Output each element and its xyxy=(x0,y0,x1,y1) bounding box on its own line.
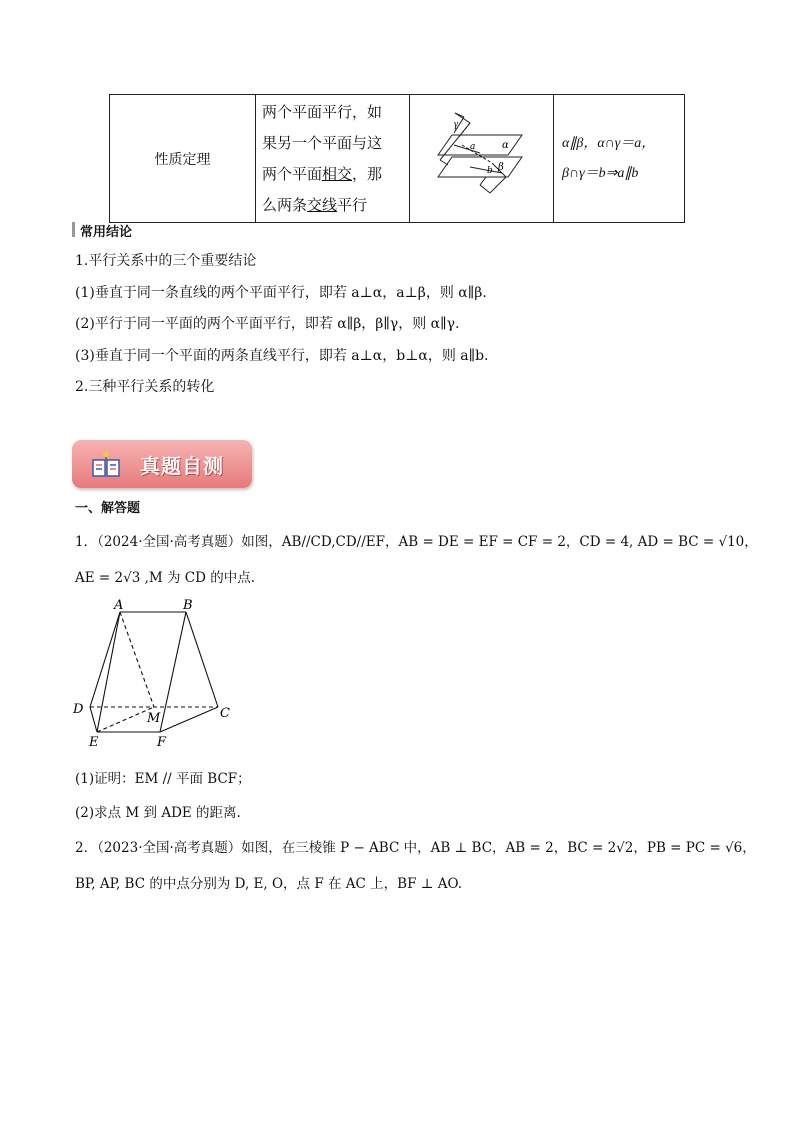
table-cell-text xyxy=(256,95,410,223)
question-1-figure xyxy=(70,596,240,751)
table-cell-figure xyxy=(410,95,554,223)
point-d-label: D xyxy=(73,702,84,717)
conclusion-heading: 1.平行关系中的三个重要结论 xyxy=(75,253,257,269)
point-e-label: E xyxy=(89,735,99,750)
text-line: 两个平面相交，那 xyxy=(262,164,383,183)
text-line: 两个平面平行，如 xyxy=(262,102,383,121)
question-1-text: 1．（2024·全国·高考真题）如图，AB//CD,CD//EF，AB = DE = EF = CF = 2，CD = 4, AD = BC = √10， xyxy=(75,534,758,550)
point-a-label: A xyxy=(114,598,124,613)
point-m-label: M xyxy=(147,711,161,726)
symbol-line: β∩γ＝b⇒a∥b xyxy=(562,165,639,181)
question-1-text: AE = 2√3 ,M 为 CD 的中点. xyxy=(75,570,256,586)
gamma-label: γ xyxy=(454,119,458,130)
section-title: 常用结论 xyxy=(80,225,133,240)
text-line: 果另一个平面与这 xyxy=(262,133,383,152)
book-icon xyxy=(90,448,122,480)
part-heading: 一、解答题 xyxy=(75,501,141,516)
section-marker xyxy=(72,222,75,237)
text-line: 么两条交线平行 xyxy=(262,195,368,214)
alpha-label: α xyxy=(502,140,509,151)
underlined-term: 交线 xyxy=(307,195,338,214)
table-cell-name xyxy=(110,95,256,223)
line-b-label: b xyxy=(487,166,493,176)
question-2-text: 2．（2023·全国·高考真题）如图，在三棱锥 P − ABC 中，AB ⊥ BC，AB = 2，BC = 2√2，PB = PC = √6， xyxy=(75,840,756,856)
point-b-label: B xyxy=(183,598,193,613)
underlined-term: 相交 xyxy=(322,164,353,183)
banner-title: 真题自测 xyxy=(140,454,224,478)
conclusion-item: (2)平行于同一平面的两个平面平行，即若 α∥β，β∥γ，则 α∥γ. xyxy=(75,316,460,332)
question-1-part-1: (1)证明：EM // 平面 BCF； xyxy=(75,771,251,787)
question-1-part-2: (2)求点 M 到 ADE 的距离. xyxy=(75,805,241,821)
theorem-name: 性质定理 xyxy=(154,151,211,168)
line-a-label: a xyxy=(470,142,476,152)
symbol-line: α∥β，α∩γ＝a， xyxy=(562,135,656,151)
beta-label: β xyxy=(498,162,504,173)
conclusion-item: (3)垂直于同一个平面的两条直线平行，即若 a⊥α，b⊥α，则 a∥b. xyxy=(75,348,489,364)
table-cell-symbols xyxy=(554,95,685,223)
section-banner xyxy=(72,440,252,488)
conclusion-item: (1)垂直于同一条直线的两个平面平行，即若 a⊥α，a⊥β，则 α∥β. xyxy=(75,285,487,301)
conclusion-heading: 2.三种平行关系的转化 xyxy=(75,379,215,395)
question-2-text: BP, AP, BC 的中点分别为 D, E, O，点 F 在 AC 上，BF ⊥ AO. xyxy=(75,876,463,892)
property-table xyxy=(109,94,685,223)
planes-figure xyxy=(410,95,553,218)
point-c-label: C xyxy=(220,706,230,721)
point-f-label: F xyxy=(157,735,167,750)
